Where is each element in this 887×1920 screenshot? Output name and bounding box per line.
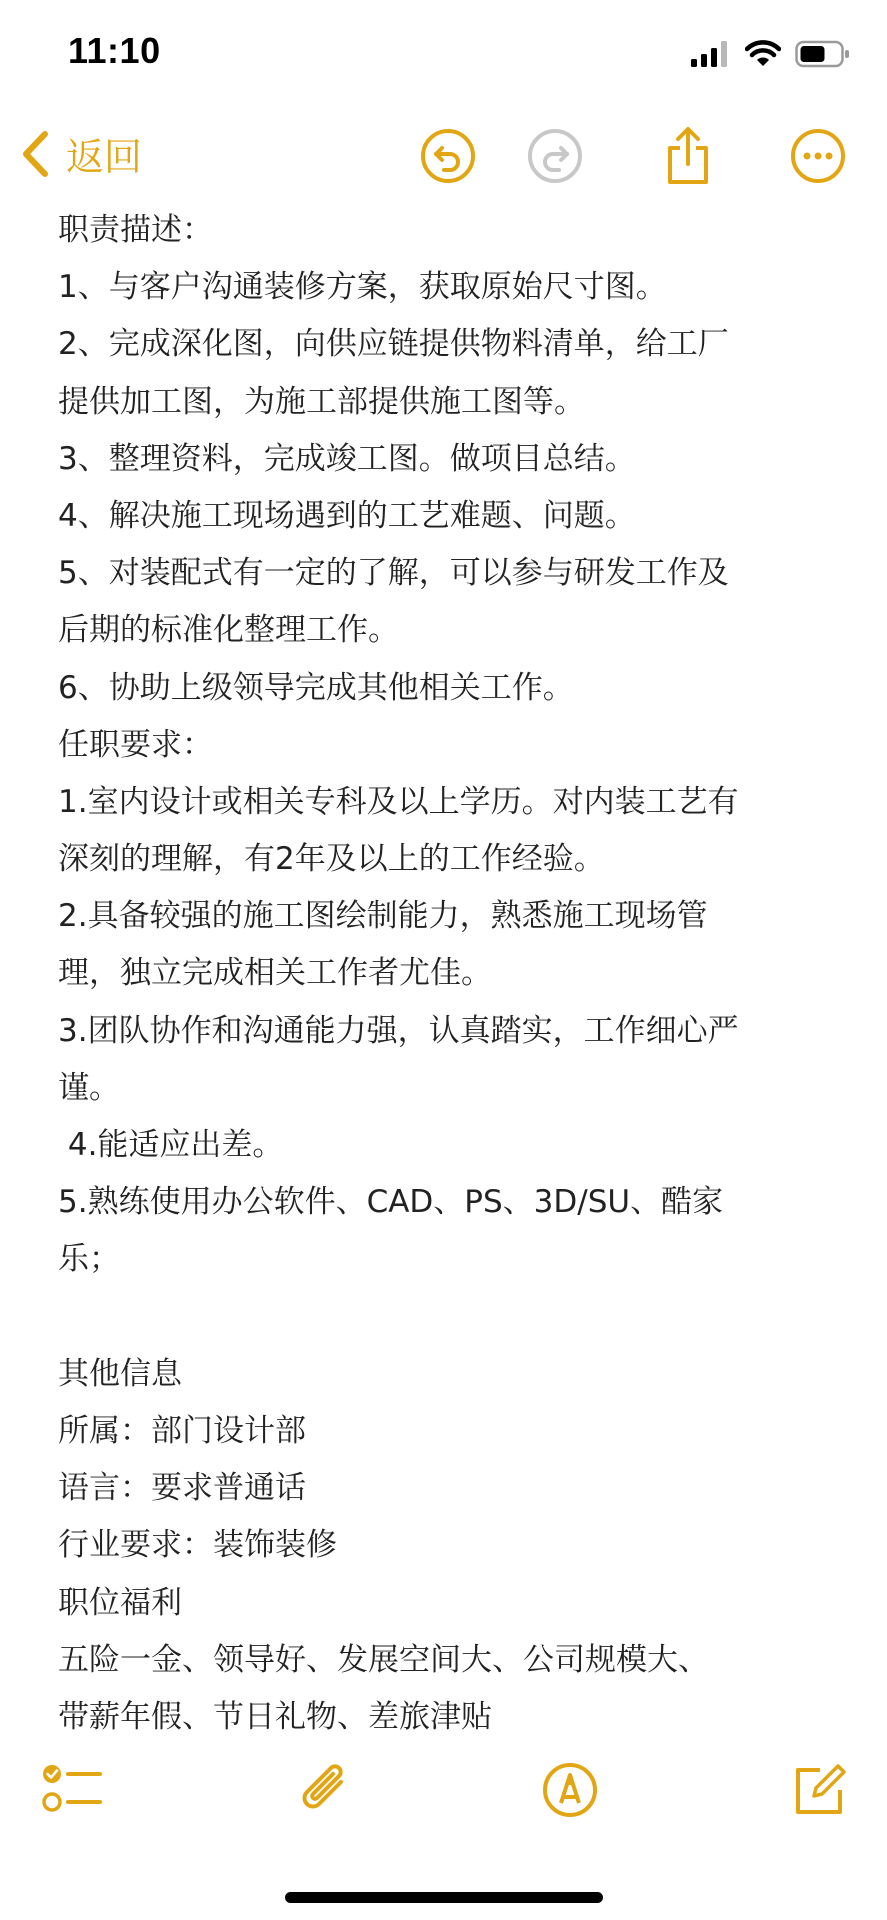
note-text-line: 1、与客户沟通装修方案，获取原始尺寸图。 — [58, 269, 667, 306]
note-text-line: 职位福利 — [58, 1584, 182, 1621]
note-text-line: 五险一金、领导好、发展空间大、公司规模大、 — [58, 1641, 709, 1678]
markup-pen-icon — [541, 1761, 599, 1819]
note-text-line: 1.室内设计或相关专科及以上学历。对内装工艺有 — [58, 783, 739, 820]
back-label: 返回 — [66, 135, 143, 179]
note-text-line: 3.团队协作和沟通能力强，认真踏实，工作细心严 — [58, 1012, 739, 1049]
redo-icon — [527, 128, 583, 184]
note-text-line: 语言：要求普通话 — [58, 1470, 306, 1507]
note-text-line: 带薪年假、节日礼物、差旅津贴 — [58, 1698, 492, 1735]
note-text-line: 提供加工图，为施工部提供施工图等。 — [58, 383, 585, 420]
compose-icon — [790, 1760, 850, 1820]
undo-icon — [420, 128, 476, 184]
note-text-line: 所属：部门设计部 — [58, 1412, 306, 1449]
paperclip-icon — [295, 1760, 355, 1820]
note-text-line: 其他信息 — [58, 1355, 182, 1392]
note-text-line: 谨。 — [58, 1069, 120, 1106]
checklist-icon — [42, 1762, 104, 1818]
battery-icon — [795, 40, 851, 68]
status-bar — [0, 0, 887, 110]
note-text-line: 行业要求：装饰装修 — [58, 1527, 337, 1564]
note-text-line: 深刻的理解，有2年及以上的工作经验。 — [58, 841, 605, 878]
compose-button[interactable] — [785, 1755, 855, 1825]
note-text-line: 后期的标准化整理工作。 — [58, 612, 399, 649]
note-text-line: 4.能适应出差。 — [58, 1127, 284, 1163]
bottom-toolbar — [0, 1755, 887, 1835]
note-text-line: 2.具备较强的施工图绘制能力，熟悉施工现场管 — [58, 898, 708, 935]
note-text-line: 3、整理资料，完成竣工图。做项目总结。 — [58, 440, 636, 477]
share-button[interactable] — [660, 128, 716, 184]
more-button[interactable] — [790, 128, 846, 184]
note-body[interactable] — [58, 202, 858, 1746]
attachment-button[interactable] — [290, 1755, 360, 1825]
home-indicator — [285, 1892, 603, 1903]
note-text-line — [58, 1289, 858, 1346]
status-time: 11:10 — [68, 30, 161, 71]
undo-button[interactable] — [420, 128, 476, 184]
note-text-line: 乐； — [58, 1241, 120, 1278]
back-button[interactable] — [18, 126, 142, 181]
checklist-button[interactable] — [38, 1755, 108, 1825]
note-text-line: 4、解决施工现场遇到的工艺难题、问题。 — [58, 497, 636, 534]
share-icon — [660, 126, 716, 186]
note-text-line: 6、协助上级领导完成其他相关工作。 — [58, 669, 574, 706]
note-navigation-bar — [0, 120, 887, 200]
markup-button[interactable] — [535, 1755, 605, 1825]
note-text-line: 5、对装配式有一定的了解，可以参与研发工作及 — [58, 555, 729, 592]
status-icons — [691, 40, 851, 68]
redo-button[interactable] — [527, 128, 583, 184]
note-text-line: 理，独立完成相关工作者尤佳。 — [58, 955, 492, 992]
chevron-left-icon — [18, 130, 52, 178]
note-text-line: 职责描述： — [58, 212, 213, 248]
note-text-line: 5.熟练使用办公软件、CAD、PS、3D/SU、酷家 — [58, 1184, 724, 1221]
note-text-line: 2、完成深化图，向供应链提供物料清单，给工厂 — [58, 326, 729, 363]
wifi-icon — [745, 40, 781, 68]
cellular-signal-icon — [691, 41, 731, 67]
more-icon — [790, 128, 846, 184]
note-text-line: 任职要求： — [58, 726, 213, 763]
